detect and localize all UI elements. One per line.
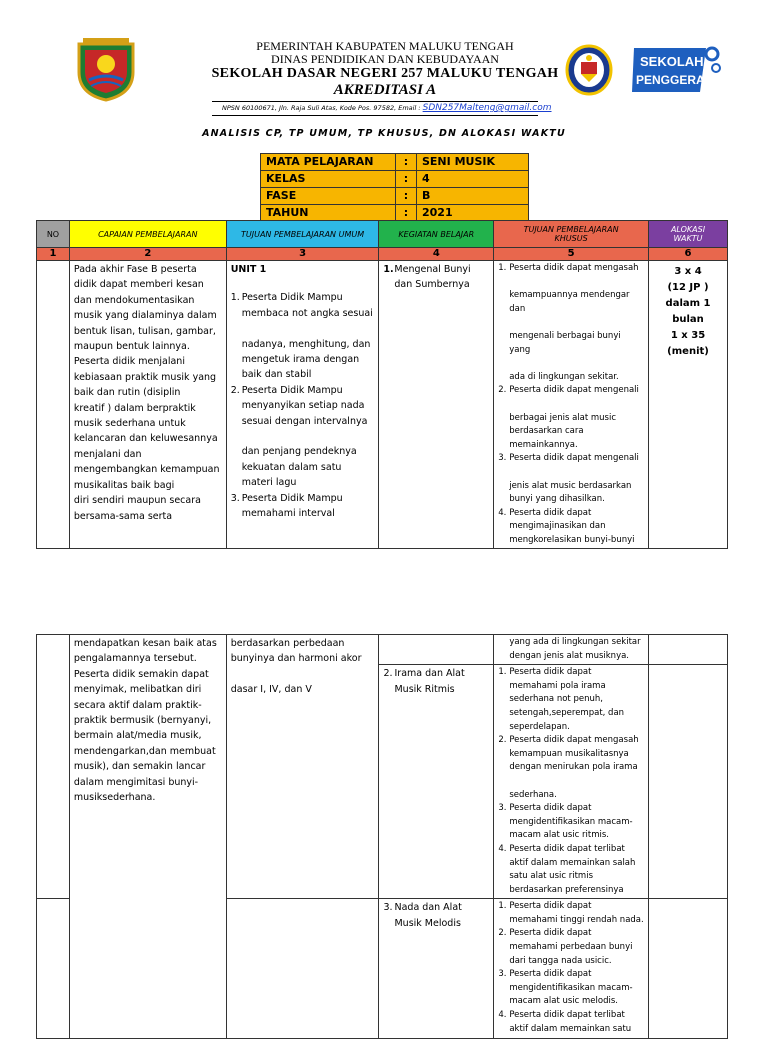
- text-line: berbagai jenis alat music: [509, 412, 617, 423]
- text-line: diri sendiri maupun secara: [73, 495, 201, 507]
- numbered-item: [498, 802, 644, 843]
- numbered-item: [498, 968, 644, 1009]
- text-line: dengan menirukan pola irama: [509, 762, 638, 773]
- info-label: KELAS: [261, 171, 396, 188]
- tpk-cell: [494, 665, 649, 899]
- numbered-item: [498, 384, 644, 452]
- text-line: berdasarkan perbedaan: [230, 638, 345, 649]
- header-line1: PEMERINTAH KABUPATEN MALUKU TENGAH: [256, 39, 514, 53]
- item-number: 2.: [498, 928, 507, 939]
- item-number: 1.: [498, 901, 507, 912]
- numbered-item: [498, 262, 644, 384]
- text-line: bermain alat/media musik,: [73, 730, 202, 742]
- analysis-table-continued: [36, 634, 728, 1039]
- email-link[interactable]: SDN257Malteng@gmail.com: [422, 103, 552, 113]
- text-line: berdasarkan cara: [509, 426, 584, 437]
- text-line: dalam 1: [665, 298, 711, 309]
- text-line: [509, 775, 644, 789]
- regency-logo: [75, 38, 137, 102]
- tpk-cell: [494, 261, 649, 549]
- tpk-list: [498, 900, 644, 1036]
- info-row: [261, 188, 529, 205]
- numbered-item: [383, 900, 489, 931]
- numbered-item: [498, 843, 644, 897]
- text-line: sesuai dengan intervalnya: [241, 415, 368, 427]
- item-number: 3.: [498, 803, 507, 814]
- text-line: musikalitas baik bagi: [73, 479, 175, 491]
- unit-label: UNIT 1: [230, 264, 267, 275]
- col-number: 5: [494, 248, 649, 261]
- kegiatan-cell: [379, 665, 494, 899]
- numbered-item: [231, 290, 375, 382]
- tpk-cell: [494, 635, 649, 665]
- text-line: mendapatkan kesan baik atas: [73, 638, 217, 649]
- text-line: Peserta didik dapat terlibat: [509, 1010, 625, 1021]
- text-line: mengembangkan kemampuan: [73, 464, 220, 476]
- text-line: ada di lingkungan sekitar.: [509, 371, 619, 382]
- tpu-cell: [226, 261, 379, 549]
- info-value: 4: [417, 171, 529, 188]
- text-line: Pada akhir Fase B peserta: [73, 264, 197, 275]
- text-line: memahami pola irama: [509, 680, 606, 691]
- numbered-item: [498, 507, 644, 548]
- row-no-cell: [37, 635, 70, 899]
- text-line: Peserta didik dapat mengenali: [509, 453, 639, 464]
- text-line: dalam mengimitasi bunyi-: [73, 776, 199, 788]
- text-line: Musik Melodis: [394, 917, 461, 929]
- tpu-list: [231, 290, 375, 521]
- kegiatan-item: [383, 666, 489, 697]
- text-line: musik), dan semakin lancar: [73, 761, 206, 773]
- col-header-cp: CAPAIAN PEMBELAJARAN: [69, 221, 226, 248]
- text-line: Peserta didik dapat: [509, 969, 592, 980]
- header-rule-2: [212, 115, 538, 116]
- text-line: didik dapat memberi kesan: [73, 279, 204, 291]
- text-line: mengetuk irama dengan: [241, 354, 360, 366]
- text-line: bunyi yang dihasilkan.: [509, 494, 605, 505]
- text-line: [509, 466, 644, 480]
- tpu-text: [231, 636, 375, 698]
- text-line: Peserta didik dapat: [509, 901, 592, 912]
- text-line: musik yang dialaminya dalam: [73, 310, 217, 322]
- item-number: 4.: [498, 843, 507, 854]
- numbered-item: [231, 383, 375, 491]
- text-line: menjalani dan: [73, 448, 142, 460]
- text-line: Peserta didik dapat terlibat: [509, 843, 625, 854]
- text-line: dan penjang pendeknya: [241, 446, 357, 458]
- col-number: 3: [226, 248, 379, 261]
- text-line: mengkorelasikan bunyi-bunyi: [509, 534, 635, 545]
- item-number: 2.: [230, 384, 240, 396]
- row-no-cell: [37, 261, 70, 549]
- text-line: Irama dan Alat: [394, 668, 465, 680]
- text-line: (menit): [667, 346, 709, 357]
- numbered-item: [498, 452, 644, 506]
- text-line: Mengenal Bunyi: [394, 264, 471, 275]
- text-line: sederhana not penuh,: [509, 694, 603, 705]
- text-line: bulan: [672, 314, 704, 325]
- text-line: bentuk lisan, tulisan, gambar,: [73, 325, 216, 337]
- text-line: sederhana.: [509, 789, 557, 800]
- info-row: [261, 205, 529, 222]
- text-line: yang ada di lingkungan sekitar: [509, 637, 641, 647]
- text-line: [509, 276, 644, 290]
- row-no-cell: [37, 899, 70, 1039]
- text-line: musiksederhana.: [73, 792, 156, 804]
- text-line: macam alat usic ritmis.: [509, 830, 609, 841]
- numbered-item: [498, 666, 644, 734]
- text-line: Peserta didik semakin dapat: [73, 668, 209, 680]
- address-text: NPSN 60100671, Jln. Raja Suli Atas, Kode Pos. 97582, Email :: [222, 104, 421, 112]
- tpk-cell: [494, 899, 649, 1039]
- item-number: 3.: [498, 969, 507, 980]
- text-line: mengidentifikasikan macam-: [509, 982, 633, 993]
- numbered-item: [498, 734, 644, 802]
- text-line: nadanya, menghitung, dan: [241, 338, 371, 350]
- text-line: [242, 321, 375, 336]
- tpk-list: [498, 666, 644, 897]
- text-line: dan mendokumentasikan: [73, 294, 195, 306]
- text-line: satu alat usic ritmis: [509, 871, 593, 882]
- text-line: Peserta didik dapat mengasah: [509, 735, 639, 746]
- text-line: Peserta didik dapat: [509, 667, 592, 678]
- text-line: bunyinya dan harmoni akor: [230, 653, 362, 665]
- table-row: [37, 635, 728, 665]
- text-line: [509, 398, 644, 412]
- table-row: [37, 261, 728, 549]
- text-line: setengah,seperempat, dan: [509, 707, 625, 718]
- text-line: kemampuan musikalitasnya: [509, 748, 629, 759]
- item-number: 2.: [498, 385, 507, 396]
- text-line: musik sederhana untuk: [73, 418, 186, 430]
- info-sep: :: [396, 188, 417, 205]
- cp-text: [74, 262, 222, 524]
- tpu-cell: [226, 899, 379, 1039]
- col-number: 1: [37, 248, 70, 261]
- text-line: mengidentifikasikan macam-: [509, 816, 633, 827]
- text-line: Peserta didik dapat: [509, 507, 592, 518]
- alokasi-text: [653, 264, 723, 360]
- text-line: secara aktif dalam praktik-: [73, 699, 202, 711]
- col-number: 6: [649, 248, 728, 261]
- text-line: Peserta didik menjalani: [73, 356, 185, 368]
- info-value: SENI MUSIK: [417, 154, 529, 171]
- text-line: dari tangga nada usicic.: [509, 955, 612, 966]
- info-value: 2021: [417, 205, 529, 222]
- text-line: memahami interval: [241, 508, 335, 520]
- text-line: berdasarkan preferensinya: [509, 884, 624, 895]
- col-header-no: NO: [37, 221, 70, 248]
- text-line: seperdelapan.: [509, 721, 570, 732]
- text-line: [242, 429, 375, 444]
- col-header-tpk: TUJUAN PEMBELAJARAN KHUSUS: [494, 221, 649, 248]
- col-number: 2: [69, 248, 226, 261]
- svg-text:PENGGERAK: PENGGERAK: [636, 73, 714, 87]
- text-line: menyanyikan setiap nada: [241, 400, 365, 412]
- header-rule: [212, 101, 538, 102]
- numbered-item: [383, 666, 489, 697]
- tpk-list: [498, 262, 644, 547]
- analysis-table: [36, 220, 728, 549]
- cp-cell: [69, 635, 226, 1039]
- text-line: dan Sumbernya: [394, 279, 470, 291]
- alokasi-cell: [649, 635, 728, 665]
- header-line2: DINAS PENDIDIKAN DAN KEBUDAYAAN: [271, 52, 499, 66]
- col-number: 4: [379, 248, 494, 261]
- numbered-item: [231, 491, 375, 522]
- text-line: jenis alat music berdasarkan: [509, 480, 632, 491]
- info-sep: :: [396, 205, 417, 222]
- accreditation-label: AKREDITASI A: [333, 82, 437, 98]
- school-emblem: [565, 44, 613, 96]
- item-number: 3.: [230, 492, 240, 504]
- item-number: 3.: [383, 902, 393, 914]
- item-number: 1.: [383, 264, 394, 275]
- sekolah-penggerak-logo: [630, 44, 722, 96]
- tpk-cont-text: [509, 636, 644, 663]
- text-line: 1 x 35: [670, 330, 706, 341]
- text-line: Peserta didik dapat: [509, 928, 592, 939]
- text-line: kebiasaan praktik musik yang: [73, 371, 217, 383]
- text-line: dasar I, IV, dan V: [230, 684, 312, 696]
- text-line: Musik Ritmis: [394, 683, 455, 695]
- text-line: mengimajinasikan dan: [509, 521, 606, 532]
- text-line: memainkannya.: [509, 439, 578, 450]
- text-line: kemampuannya mendengar dan: [509, 290, 630, 314]
- text-line: macam alat usic melodis.: [509, 996, 618, 1007]
- numbered-item: [383, 262, 489, 293]
- alokasi-cell: [649, 899, 728, 1039]
- kegiatan-cell: [379, 899, 494, 1039]
- text-line: kelancaran dan keluwesannya: [73, 433, 218, 445]
- info-sep: :: [396, 154, 417, 171]
- text-line: membaca not angka sesuai: [241, 307, 373, 319]
- text-line: [509, 316, 644, 330]
- text-line: 3 x 4: [674, 266, 702, 277]
- address-line: [222, 103, 552, 113]
- kegiatan-cell: [379, 635, 494, 665]
- tpu-cell: [226, 635, 379, 899]
- text-line: Peserta Didik Mampu: [241, 384, 343, 396]
- text-line: kekuatan dalam satu: [241, 461, 342, 473]
- col-header-alokasi: ALOKASI WAKTU: [649, 221, 728, 248]
- spacer: [231, 277, 375, 290]
- item-number: 1.: [498, 667, 507, 678]
- kegiatan-item: [383, 900, 489, 931]
- text-line: mengenali berbagai bunyi yang: [509, 330, 621, 355]
- text-line: Nada dan Alat: [394, 902, 462, 914]
- info-sep: :: [396, 171, 417, 188]
- item-number: 4.: [498, 1010, 507, 1021]
- text-line: pengalamannya tersebut.: [73, 653, 197, 665]
- text-line: mendengarkan,dan membuat: [73, 745, 216, 757]
- kegiatan-item: [383, 262, 489, 293]
- item-number: 2.: [498, 735, 507, 746]
- text-line: memahami tinggi rendah nada.: [509, 914, 644, 925]
- text-line: kreatif ) dalam berpraktik: [73, 402, 196, 414]
- cp-cell: [69, 261, 226, 549]
- text-line: dengan jenis alat musiknya.: [509, 650, 630, 661]
- column-number-row: [37, 248, 728, 261]
- text-line: memahami perbedaan bunyi: [509, 942, 633, 953]
- table-header-row: [37, 221, 728, 248]
- text-line: [231, 667, 375, 682]
- text-line: menyimak, melibatkan diri: [73, 684, 202, 696]
- text-line: praktik bermusik (bernyanyi,: [73, 715, 212, 727]
- text-line: maupun bentuk lainnya.: [73, 341, 190, 353]
- document-title: ANALISIS CP, TP UMUM, TP KHUSUS, DN ALOKASI WAKTU: [202, 128, 566, 139]
- numbered-item: [498, 900, 644, 927]
- item-number: 3.: [498, 453, 507, 464]
- item-number: 2.: [383, 668, 393, 680]
- text-line: baik dan rutin (disiplin: [73, 387, 181, 399]
- text-line: bersama-sama serta: [73, 510, 173, 522]
- info-label: FASE: [261, 188, 396, 205]
- subject-info-table: [260, 153, 529, 222]
- text-line: aktif dalam memainkan salah: [509, 857, 636, 868]
- alokasi-cell: [649, 261, 728, 549]
- numbered-item: [498, 1009, 644, 1036]
- school-name: SEKOLAH DASAR NEGERI 257 MALUKU TENGAH: [211, 66, 559, 81]
- col-header-kegiatan: KEGIATAN BELAJAR: [379, 221, 494, 248]
- text-line: aktif dalam memainkan satu: [509, 1023, 632, 1034]
- info-row: [261, 171, 529, 188]
- text-line: Peserta didik dapat mengenali: [509, 385, 639, 396]
- info-row: [261, 154, 529, 171]
- numbered-item: [498, 927, 644, 968]
- info-label: MATA PELAJARAN: [261, 154, 396, 171]
- text-line: baik dan stabil: [241, 369, 312, 381]
- alokasi-cell: [649, 665, 728, 899]
- text-line: (12 JP ): [667, 282, 709, 293]
- text-line: Peserta Didik Mampu: [241, 292, 343, 304]
- text-line: Peserta didik dapat mengasah: [509, 263, 639, 273]
- item-number: 1.: [498, 263, 507, 273]
- item-number: 1.: [230, 292, 240, 304]
- kegiatan-cell: [379, 261, 494, 549]
- cp-text: [74, 636, 222, 805]
- text-line: materi lagu: [241, 477, 297, 489]
- item-number: 4.: [498, 507, 507, 518]
- text-line: [509, 357, 644, 371]
- info-value: B: [417, 188, 529, 205]
- text-line: Peserta Didik Mampu: [241, 492, 343, 504]
- text-line: Peserta didik dapat: [509, 803, 592, 814]
- info-label: TAHUN: [261, 205, 396, 222]
- svg-text:SEKOLAH: SEKOLAH: [640, 54, 704, 69]
- col-header-tpu: TUJUAN PEMBELAJARAN UMUM: [226, 221, 379, 248]
